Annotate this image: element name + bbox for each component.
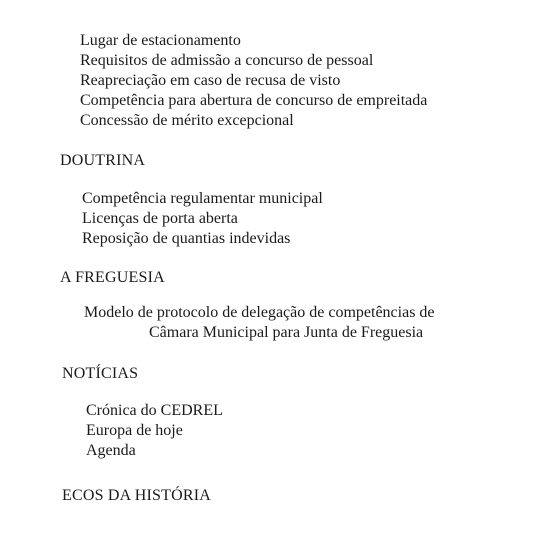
list-item: Europa de hoje [86, 422, 183, 439]
list-item: Modelo de protocolo de delegação de competências de [84, 304, 435, 321]
section-heading-doutrina: DOUTRINA [60, 152, 146, 169]
section-heading-a-freguesia: A FREGUESIA [60, 269, 165, 286]
list-item: Agenda [86, 442, 136, 459]
list-item: Câmara Municipal para Junta de Freguesia [149, 324, 424, 341]
list-item: Lugar de estacionamento [80, 32, 241, 49]
list-item: Reapreciação em caso de recusa de visto [80, 72, 341, 89]
list-item: Requisitos de admissão a concurso de pessoal [80, 52, 374, 69]
list-item: Concessão de mérito excepcional [80, 112, 294, 129]
list-item: Competência para abertura de concurso de empreitada [80, 92, 428, 109]
section-heading-ecos-da-historia: ECOS DA HISTÓRIA [62, 487, 211, 504]
list-item: Reposição de quantias indevidas [82, 230, 291, 247]
list-item: Competência regulamentar municipal [82, 190, 323, 207]
section-heading-noticias: NOTÍCIAS [62, 365, 139, 382]
list-item: Licenças de porta aberta [82, 210, 238, 227]
list-item: Crónica do CEDREL [86, 402, 223, 419]
